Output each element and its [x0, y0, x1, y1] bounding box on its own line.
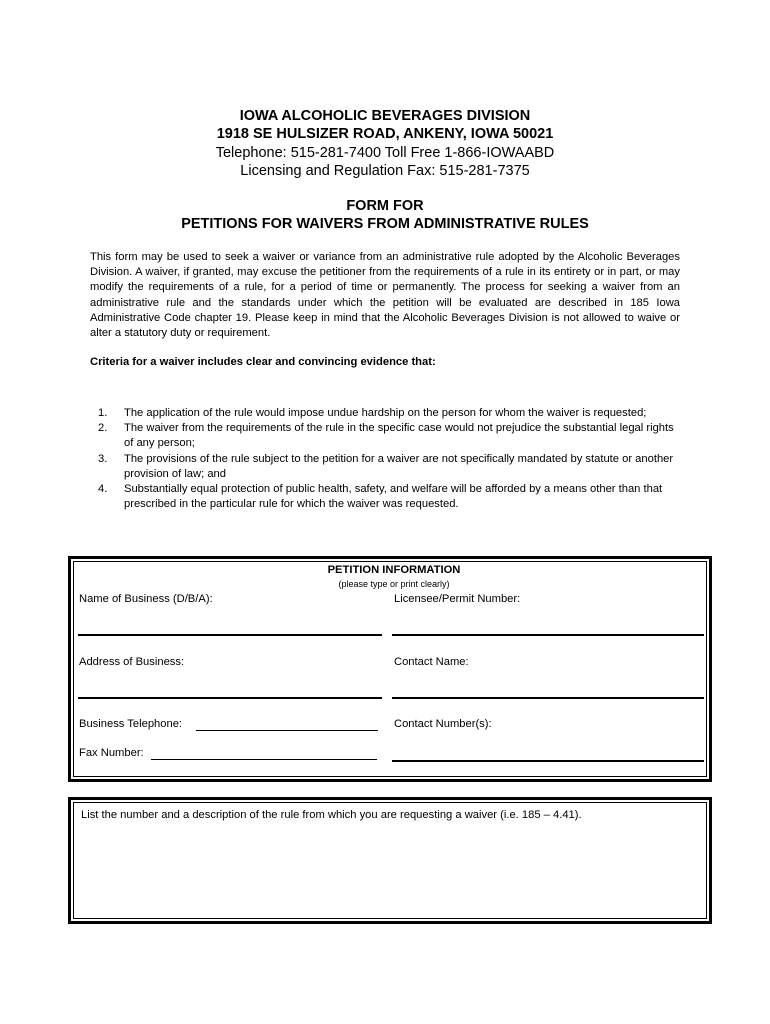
form-label: FORM FOR: [346, 198, 424, 214]
list-item: [98, 421, 683, 451]
petition-inner-frame: [73, 561, 707, 777]
agency-fax: Licensing and Regulation Fax: 515-281-7375: [240, 163, 530, 179]
list-text: The waiver from the requirements of the rule in the specific case would not prejudice the substantial legal rights of any person;: [124, 422, 674, 450]
list-item: [98, 482, 683, 512]
address-field[interactable]: [78, 697, 382, 699]
address-label: Address of Business:: [79, 656, 185, 668]
rule-description-box: [68, 797, 712, 924]
agency-telephone: Telephone: 515-281-7400 Toll Free 1-866-IOWAABD: [215, 145, 555, 161]
list-number: 2.: [98, 422, 108, 435]
list-number: 3.: [98, 452, 108, 465]
license-number-label: Licensee/Permit Number:: [394, 593, 521, 605]
fax-number-label: Fax Number:: [79, 747, 144, 759]
rule-description-prompt: List the number and a description of the rule from which you are requesting a waiver (i.e. 185 – 4.41).: [81, 809, 582, 821]
contact-numbers-field[interactable]: [392, 760, 704, 762]
list-number: 4.: [98, 483, 108, 496]
fax-number-field[interactable]: [151, 759, 377, 760]
criteria-list: [98, 406, 683, 512]
list-item: [98, 452, 683, 482]
list-number: 1.: [98, 407, 108, 419]
business-telephone-label: Business Telephone:: [79, 718, 183, 730]
list-item: [98, 406, 683, 421]
petition-title: PETITION INFORMATION: [327, 564, 461, 576]
contact-name-label: Contact Name:: [394, 656, 469, 668]
business-name-field[interactable]: [78, 634, 382, 636]
agency-address: 1918 SE HULSIZER ROAD, ANKENY, IOWA 50021: [216, 126, 554, 142]
business-name-label: Name of Business (D/B/A):: [79, 593, 213, 605]
contact-name-field[interactable]: [392, 697, 704, 699]
petition-subtitle: (please type or print clearly): [338, 579, 450, 589]
contact-numbers-label: Contact Number(s):: [394, 718, 492, 730]
list-text: The provisions of the rule subject to the petition for a waiver are not specifically mandated by statute or another provision of law; and: [124, 452, 674, 480]
agency-name: IOWA ALCOHOLIC BEVERAGES DIVISION: [239, 108, 531, 124]
rule-inner-frame[interactable]: [73, 802, 707, 919]
list-text: Substantially equal protection of public health, safety, and welfare will be afforded by a means other than that prescribed in the particular rule for which the waiver was requested.: [124, 483, 663, 511]
list-text: The application of the rule would impose undue hardship on the person for whom the waiver is requested;: [124, 407, 647, 419]
business-telephone-field[interactable]: [196, 730, 378, 731]
form-title: PETITIONS FOR WAIVERS FROM ADMINISTRATIVE RULES: [181, 216, 589, 232]
license-number-field[interactable]: [392, 634, 704, 636]
criteria-heading: Criteria for a waiver includes clear and convincing evidence that:: [90, 356, 436, 368]
petition-information-box: [68, 556, 712, 782]
intro-paragraph: This form may be used to seek a waiver or variance from an administrative rule adopted by the Alcoholic Beverages Division. A waiver, if granted, may excuse the petitioner from the requirements of a rule in its entirety or in part, or may modify the requirements of a rule, for a period of time or permanently. The process for seeking a waiver from an administrative rule and the standards under which the petition will be evaluated are described in 185 Iowa Administrative Code chapter 19. Please keep in mind that the Alcoholic Beverages Division is not allowed to waive or alter a statutory duty or requirement.: [90, 251, 680, 340]
